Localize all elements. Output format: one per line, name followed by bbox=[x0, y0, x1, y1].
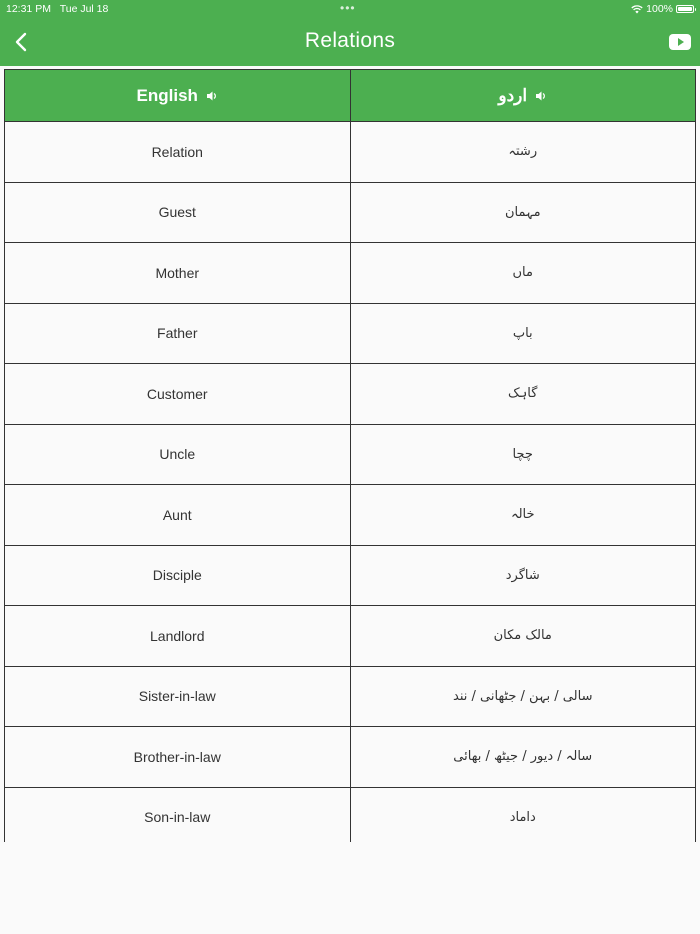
header-english-label: English bbox=[136, 85, 198, 105]
urdu-cell[interactable]: ماں bbox=[350, 243, 696, 304]
table-row[interactable] bbox=[5, 485, 696, 546]
english-cell[interactable]: Brother-in-law bbox=[5, 727, 351, 788]
table-row[interactable] bbox=[5, 727, 696, 788]
wifi-icon bbox=[631, 5, 643, 14]
english-cell[interactable]: Mother bbox=[5, 243, 351, 304]
table-row[interactable] bbox=[5, 545, 696, 606]
english-cell[interactable]: Customer bbox=[5, 364, 351, 425]
english-cell[interactable]: Son-in-law bbox=[5, 787, 351, 842]
english-cell[interactable]: Landlord bbox=[5, 606, 351, 667]
table-row[interactable] bbox=[5, 122, 696, 183]
header-english[interactable] bbox=[5, 70, 351, 122]
urdu-cell[interactable]: داماد bbox=[350, 787, 696, 842]
english-cell[interactable]: Father bbox=[5, 303, 351, 364]
english-cell[interactable]: Guest bbox=[5, 182, 351, 243]
table-row[interactable] bbox=[5, 182, 696, 243]
table-row[interactable] bbox=[5, 364, 696, 425]
speaker-icon[interactable] bbox=[206, 90, 218, 102]
navigation-bar bbox=[0, 0, 700, 66]
urdu-cell[interactable]: رشتہ bbox=[350, 122, 696, 183]
table-row[interactable] bbox=[5, 424, 696, 485]
urdu-cell[interactable]: مہمان bbox=[350, 182, 696, 243]
urdu-cell[interactable]: سالہ / دیور / جیٹھ / بھائی bbox=[350, 727, 696, 788]
table-row[interactable] bbox=[5, 243, 696, 304]
urdu-cell[interactable]: گاہک bbox=[350, 364, 696, 425]
urdu-cell[interactable]: شاگرد bbox=[350, 545, 696, 606]
header-urdu-label: اردو bbox=[498, 85, 528, 105]
table-row[interactable] bbox=[5, 606, 696, 667]
urdu-cell[interactable]: چچا bbox=[350, 424, 696, 485]
speaker-icon[interactable] bbox=[535, 90, 547, 102]
battery-icon bbox=[676, 5, 694, 13]
status-bar bbox=[0, 0, 700, 18]
relations-table bbox=[4, 69, 696, 842]
table-row[interactable] bbox=[5, 303, 696, 364]
english-cell[interactable]: Disciple bbox=[5, 545, 351, 606]
youtube-icon[interactable] bbox=[669, 34, 691, 50]
header-urdu[interactable] bbox=[350, 70, 696, 122]
status-time: 12:31 PM Tue Jul 18 bbox=[6, 3, 109, 15]
status-right bbox=[631, 3, 694, 15]
english-cell[interactable]: Uncle bbox=[5, 424, 351, 485]
urdu-cell[interactable]: خالہ bbox=[350, 485, 696, 546]
english-cell[interactable]: Sister-in-law bbox=[5, 666, 351, 727]
table-header-row bbox=[5, 70, 696, 122]
urdu-cell[interactable]: باپ bbox=[350, 303, 696, 364]
urdu-cell[interactable]: سالی / بہن / جٹھانی / نند bbox=[350, 666, 696, 727]
multitask-dots-icon[interactable]: ••• bbox=[340, 1, 356, 15]
page-title: Relations bbox=[304, 29, 396, 52]
english-cell[interactable]: Aunt bbox=[5, 485, 351, 546]
english-cell[interactable]: Relation bbox=[5, 122, 351, 183]
table-row[interactable] bbox=[5, 787, 696, 842]
battery-percent: 100% bbox=[646, 3, 673, 15]
table-row[interactable] bbox=[5, 666, 696, 727]
urdu-cell[interactable]: مالک مکان bbox=[350, 606, 696, 667]
